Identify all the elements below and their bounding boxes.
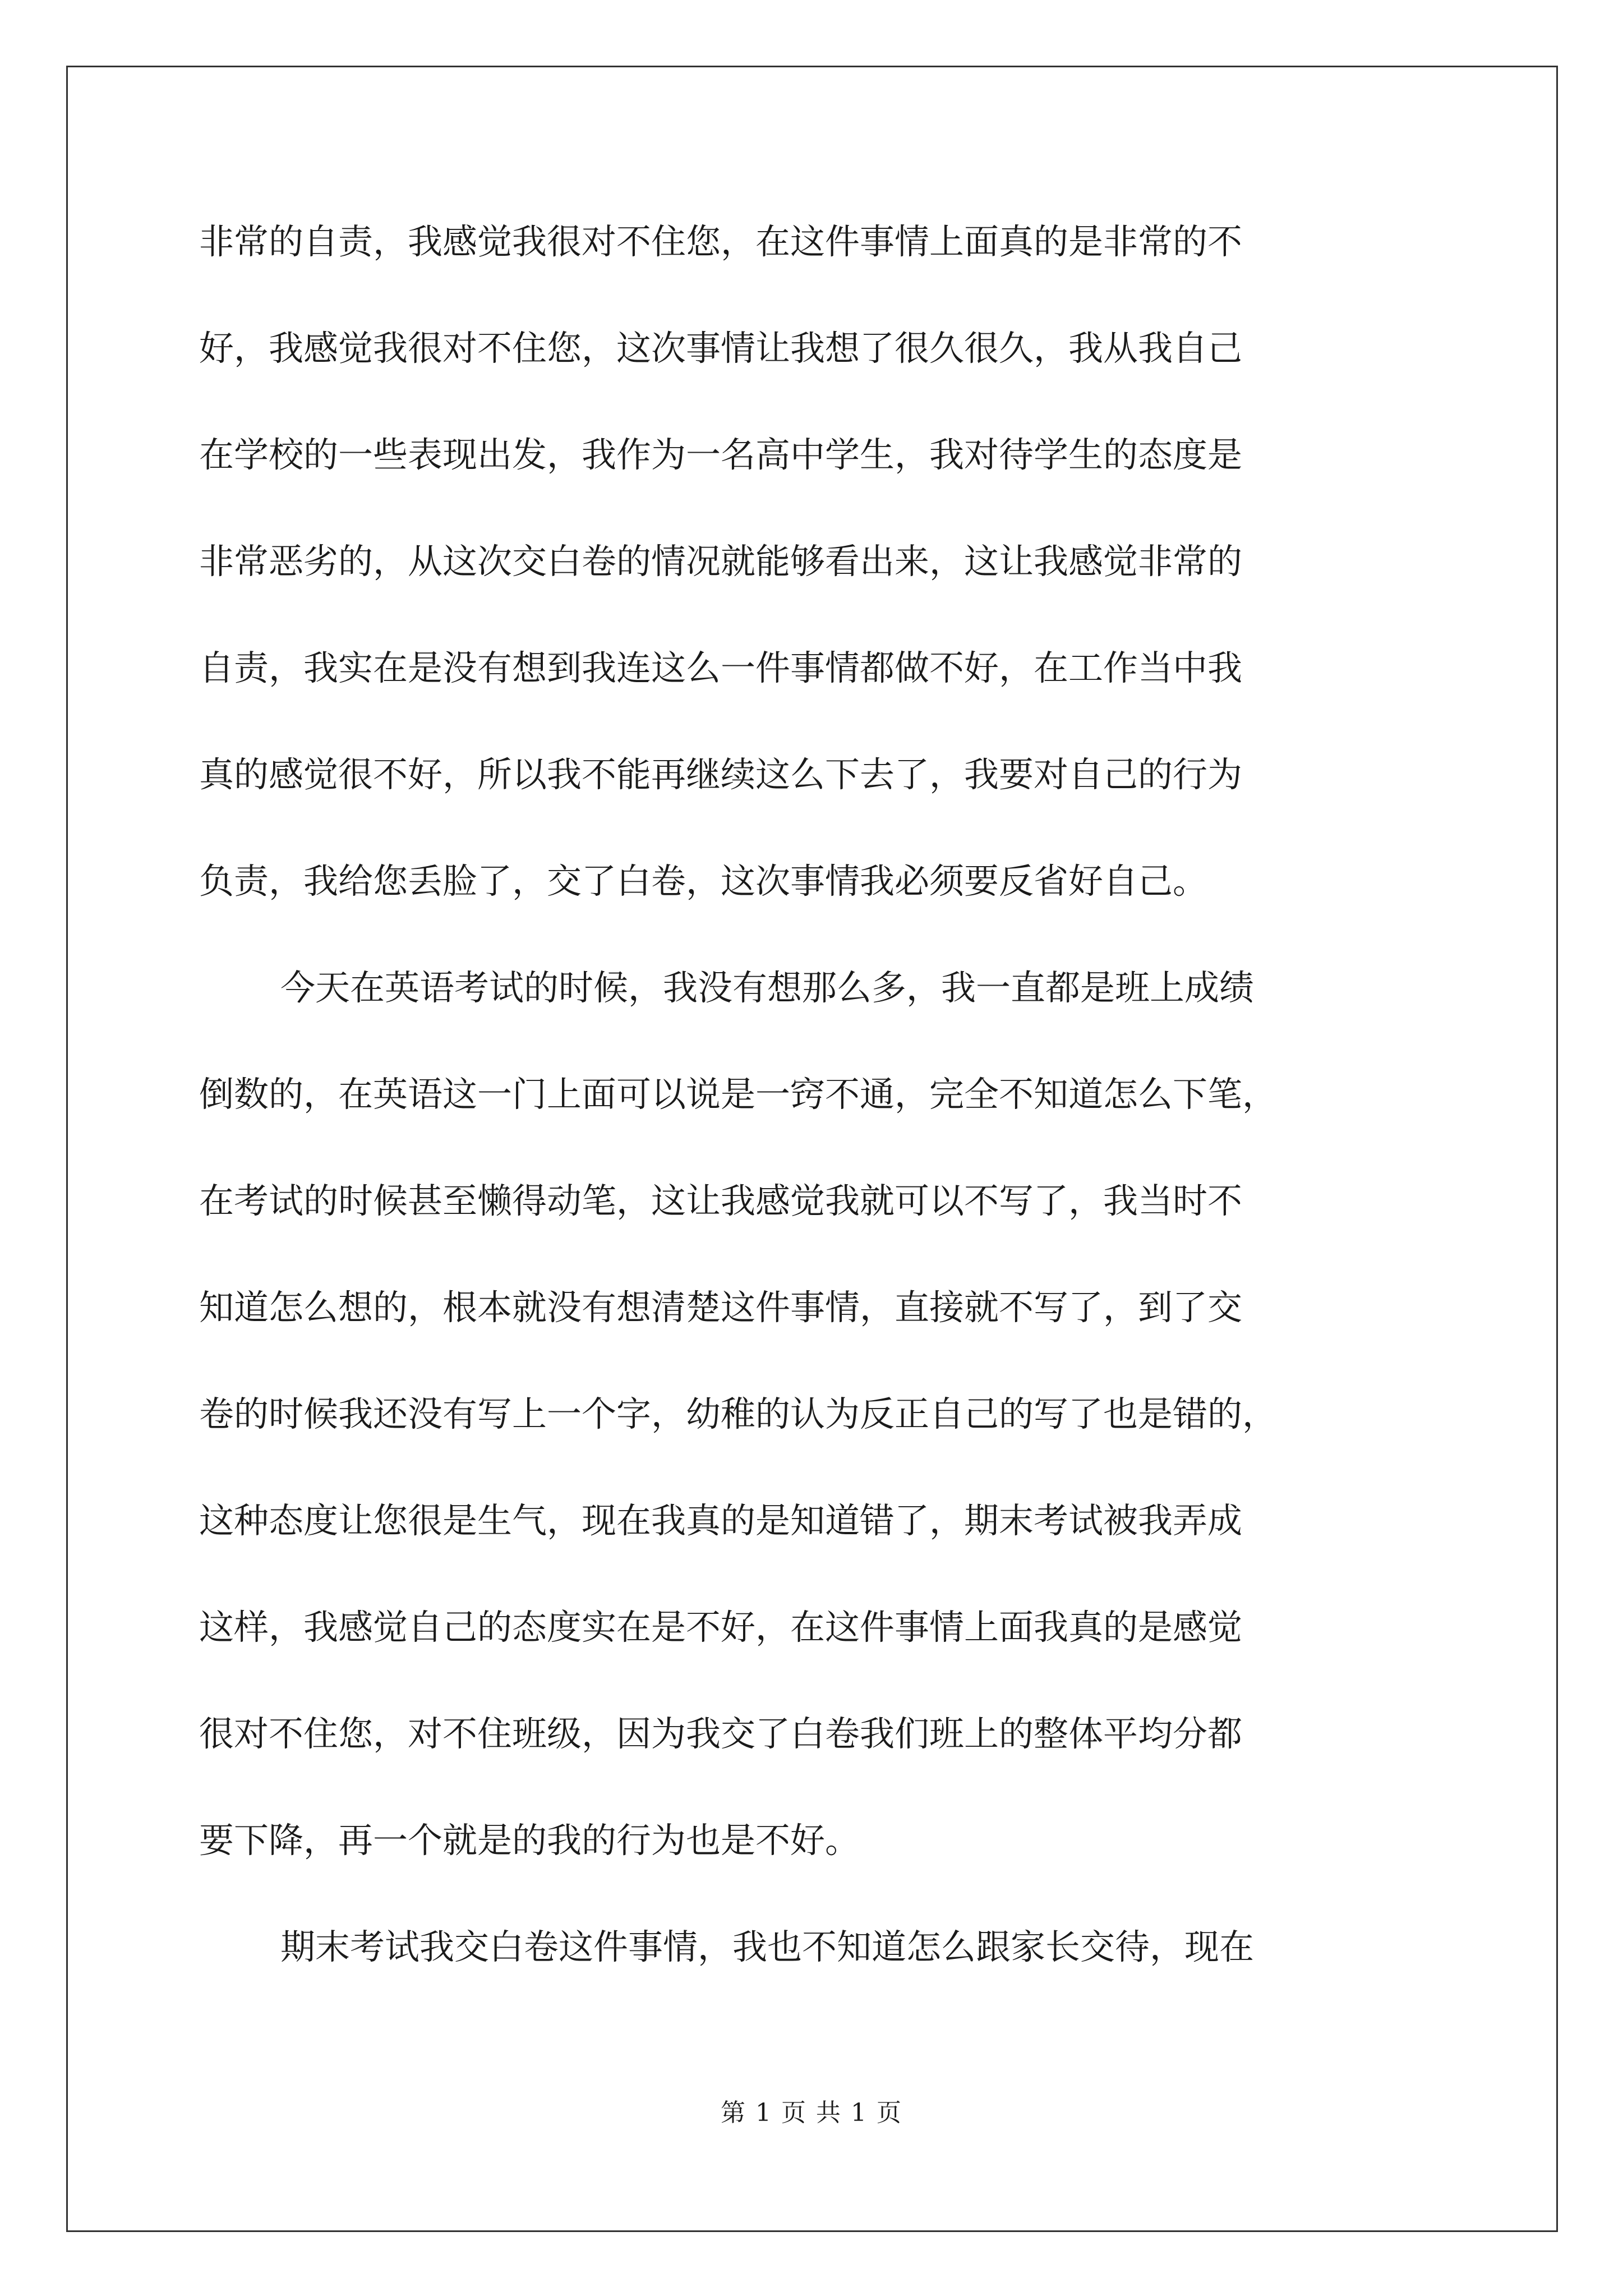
paragraph-start-line: 今天在英语考试的时候，我没有想那么多，我一直都是班上成绩 xyxy=(280,967,1255,1008)
text-line: 这种态度让您很是生气，现在我真的是知道错了，期末考试被我弄成 xyxy=(199,1500,1243,1541)
text-line: 真的感觉很不好，所以我不能再继续这么下去了，我要对自己的行为 xyxy=(199,754,1243,795)
text-line: 卷的时候我还没有写上一个字，幼稚的认为反正自己的写了也是错的， xyxy=(199,1393,1278,1434)
text-line: 倒数的，在英语这一门上面可以说是一窍不通，完全不知道怎么下笔， xyxy=(199,1074,1278,1115)
page-number-footer: 第 1 页 共 1 页 xyxy=(721,2099,902,2127)
text-line: 知道怎么想的，根本就没有想清楚这件事情，直接就不写了，到了交 xyxy=(199,1287,1243,1328)
paragraph-start-line: 期末考试我交白卷这件事情，我也不知道怎么跟家长交待，现在 xyxy=(280,1926,1255,1967)
text-line: 这样，我感觉自己的态度实在是不好，在这件事情上面我真的是感觉 xyxy=(199,1607,1243,1648)
text-line: 非常恶劣的，从这次交白卷的情况就能够看出来，这让我感觉非常的 xyxy=(199,541,1243,582)
text-line: 好，我感觉我很对不住您，这次事情让我想了很久很久，我从我自己 xyxy=(199,328,1243,369)
text-line: 非常的自责，我感觉我很对不住您，在这件事情上面真的是非常的不 xyxy=(199,221,1243,262)
text-line: 很对不住您，对不住班级，因为我交了白卷我们班上的整体平均分都 xyxy=(199,1713,1243,1754)
text-line: 自责，我实在是没有想到我连这么一件事情都做不好，在工作当中我 xyxy=(199,647,1243,688)
document-body xyxy=(199,213,1489,2025)
text-line: 在考试的时候甚至懒得动笔，这让我感觉我就可以不写了，我当时不 xyxy=(199,1180,1243,1221)
text-line: 在学校的一些表现出发，我作为一名高中学生，我对待学生的态度是 xyxy=(199,434,1243,475)
text-line: 要下降，再一个就是的我的行为也是不好。 xyxy=(199,1820,860,1861)
text-line: 负责，我给您丢脸了，交了白卷，这次事情我必须要反省好自己。 xyxy=(199,861,1208,901)
